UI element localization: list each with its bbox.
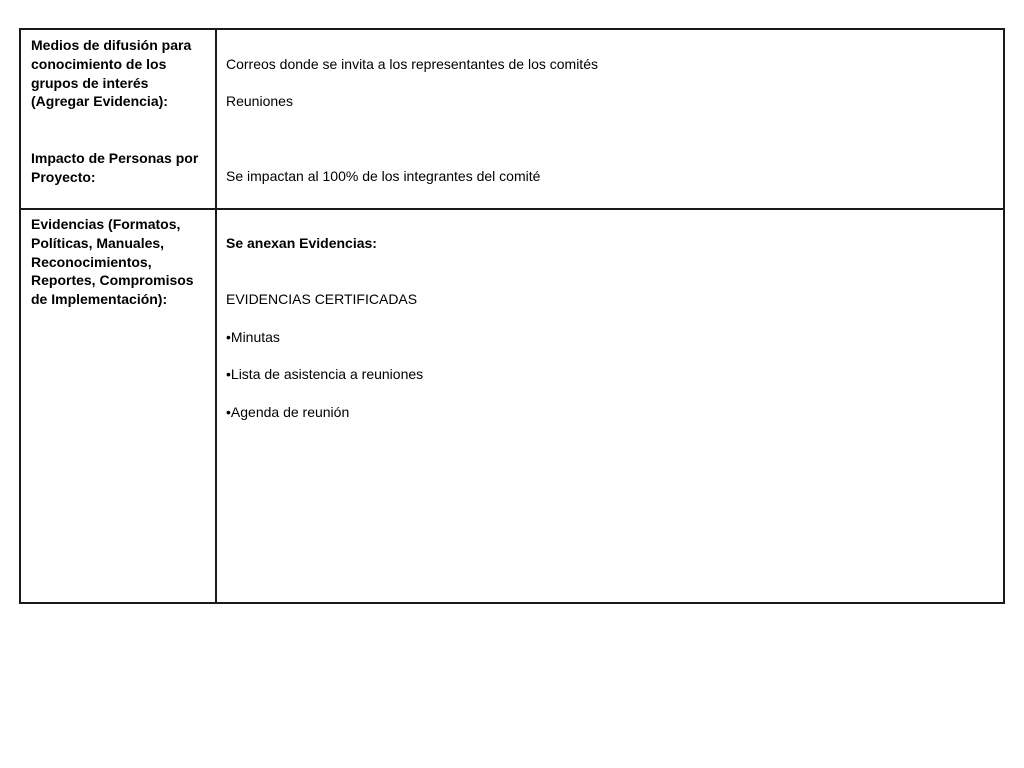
column-divider <box>215 30 217 602</box>
evidence-item-agenda: • Agenda de reunión <box>226 403 996 422</box>
label-impacto-personas: Impacto de Personas por Proyecto: <box>31 150 199 185</box>
medios-value-block <box>226 36 996 130</box>
row-divider <box>21 208 1003 210</box>
evidence-item-lista-asistencia: • Lista de asistencia a reuniones <box>226 365 996 384</box>
evidence-table <box>19 28 1005 604</box>
evidencias-heading: Se anexan Evidencias: <box>226 235 377 251</box>
impacto-value: Se impactan al 100% de los integrantes del comité <box>226 168 541 184</box>
evidencias-certificadas-title: EVIDENCIAS CERTIFICADAS <box>226 291 418 307</box>
medios-line-correos: Correos donde se invita a los representantes de los comités <box>226 55 598 72</box>
evidence-list <box>226 309 996 441</box>
label-evidencias: Evidencias (Formatos, Políticas, Manuales, Reconocimientos, Reportes, Compromisos de Implementación): <box>31 216 194 308</box>
medios-line-reuniones: Reuniones <box>226 93 293 110</box>
evidence-item-minutas: • Minutas <box>226 328 996 347</box>
label-medios-difusion: Medios de difusión para conocimiento de los grupos de interés (Agregar Evidencia): <box>31 37 192 110</box>
